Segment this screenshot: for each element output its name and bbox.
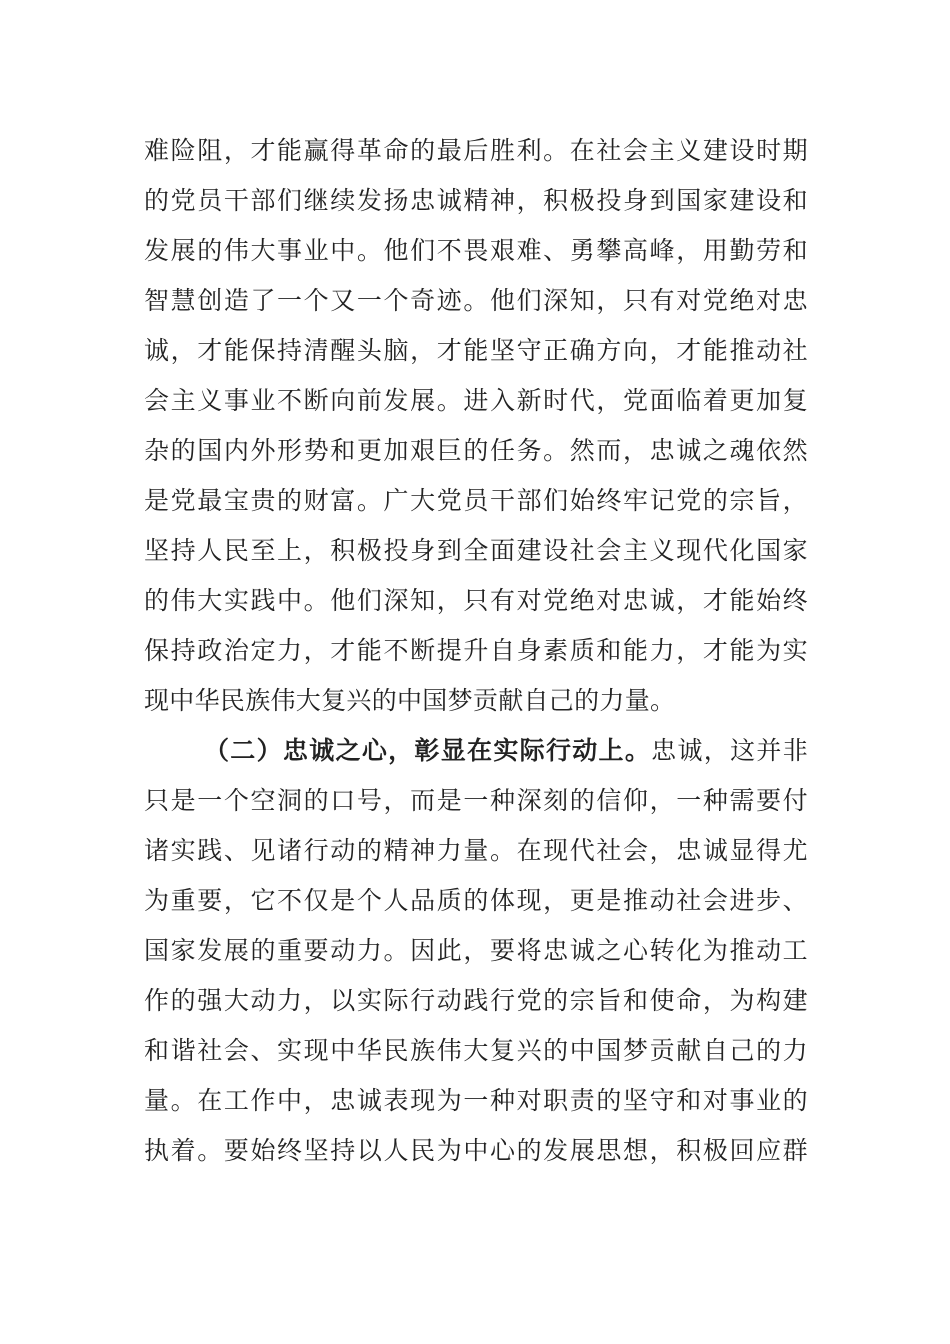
text-line: 现中华民族伟大复兴的中国梦贡献自己的力量。 [144,686,676,715]
text-line: 量。在工作中，忠诚表现为一种对职责的坚守和对事业的 [144,1086,808,1115]
text-line: 只是一个空洞的口号，而是一种深刻的信仰，一种需要付 [144,786,808,815]
text-line: 坚持人民至上，积极投身到全面建设社会主义现代化国家 [144,536,808,565]
text-line: 国家发展的重要动力。因此，要将忠诚之心转化为推动工 [144,936,808,965]
paragraph-1 [144,126,808,726]
document-page [144,126,808,1176]
section-heading: （二）忠诚之心，彰显在实际行动上。 [204,736,652,765]
heading-line-rest: 忠诚，这并非 [651,736,808,765]
text-line: 的党员干部们继续发扬忠诚精神，积极投身到国家建设和 [144,186,808,215]
text-line: 执着。要始终坚持以人民为中心的发展思想，积极回应群 [144,1136,808,1165]
section-heading-line [144,726,808,776]
text-line: 智慧创造了一个又一个奇迹。他们深知，只有对党绝对忠 [144,286,808,315]
text-line: 会主义事业不断向前发展。进入新时代，党面临着更加复 [144,386,808,415]
text-line: 难险阻，才能赢得革命的最后胜利。在社会主义建设时期 [144,136,808,165]
text-line: 诚，才能保持清醒头脑，才能坚守正确方向，才能推动社 [144,336,808,365]
paragraph-2 [144,726,808,1176]
text-line: 作的强大动力，以实际行动践行党的宗旨和使命，为构建 [144,986,808,1015]
text-line: 是党最宝贵的财富。广大党员干部们始终牢记党的宗旨， [144,486,808,515]
text-line: 发展的伟大事业中。他们不畏艰难、勇攀高峰，用勤劳和 [144,236,808,265]
text-line: 杂的国内外形势和更加艰巨的任务。然而，忠诚之魂依然 [144,436,808,465]
text-line: 和谐社会、实现中华民族伟大复兴的中国梦贡献自己的力 [144,1036,808,1065]
text-line: 的伟大实践中。他们深知，只有对党绝对忠诚，才能始终 [144,586,808,615]
text-line: 诸实践、见诸行动的精神力量。在现代社会，忠诚显得尤 [144,836,808,865]
text-line: 保持政治定力，才能不断提升自身素质和能力，才能为实 [144,636,808,665]
text-line: 为重要，它不仅是个人品质的体现，更是推动社会进步、 [144,886,808,915]
